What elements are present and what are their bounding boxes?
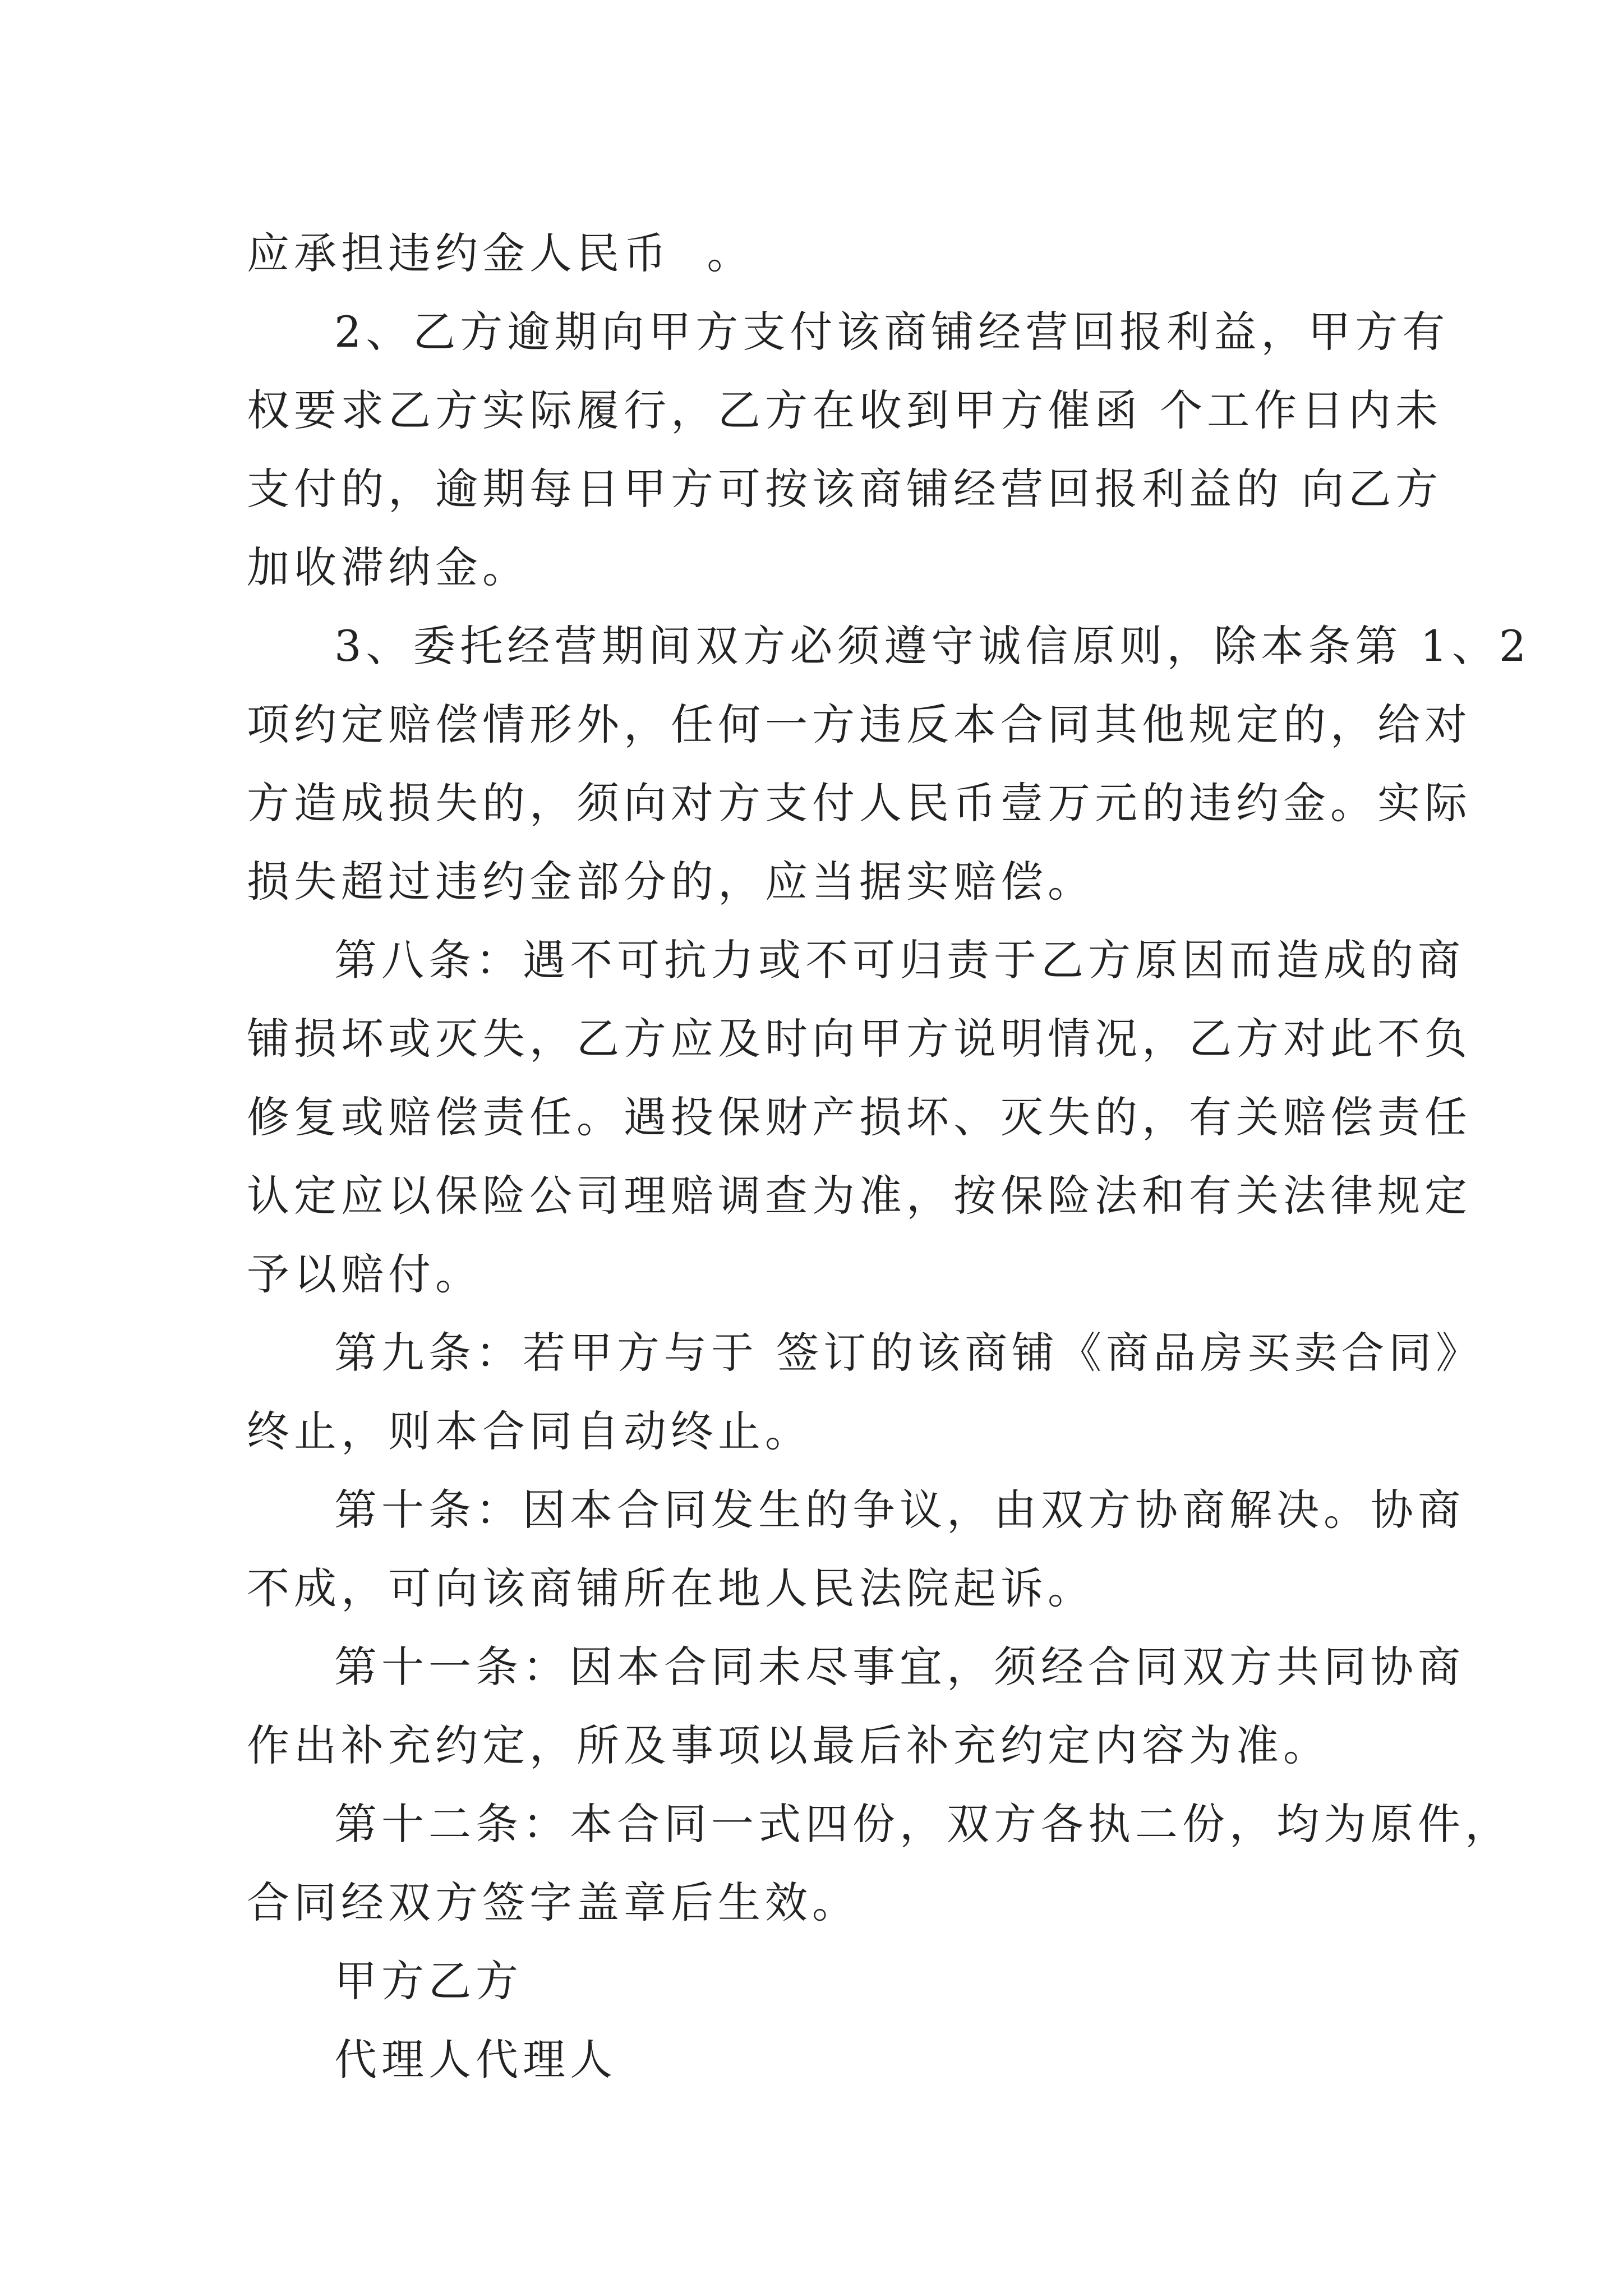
signature-agent-labels: 代理人代理人 xyxy=(334,2035,617,2085)
signature-party-labels: 甲方乙方 xyxy=(334,1956,523,2006)
text-line: 方造成损失的，须向对方支付人民币壹万元的违约金。实际 xyxy=(247,778,1472,828)
text-line: 加收滞纳金。 xyxy=(247,542,529,592)
text-line: 第十一条：因本合同未尽事宜，须经合同双方共同协商 xyxy=(334,1642,1465,1692)
text-line: 铺损坏或灭失，乙方应及时向甲方说明情况，乙方对此不负 xyxy=(247,1014,1472,1064)
text-line: 第十二条：本合同一式四份，双方各执二份，均为原件， xyxy=(334,1799,1512,1849)
text-line: 应承担违约金人民币 。 xyxy=(247,228,754,278)
text-line: 3、委托经营期间双方必须遵守诚信原则，除本条第 1、2 xyxy=(334,621,1531,671)
text-line: 终止，则本合同自动终止。 xyxy=(247,1406,812,1456)
text-line: 2、乙方逾期向甲方支付该商铺经营回报利益，甲方有 xyxy=(334,307,1450,357)
text-line: 不成，可向该商铺所在地人民法院起诉。 xyxy=(247,1563,1095,1613)
text-line: 修复或赔偿责任。遇投保财产损坏、灭失的，有关赔偿责任 xyxy=(247,1092,1472,1142)
text-line: 认定应以保险公司理赔调查为准，按保险法和有关法律规定 xyxy=(247,1171,1472,1221)
text-line: 合同经双方签字盖章后生效。 xyxy=(247,1878,859,1927)
text-line: 第九条：若甲方与于 签订的该商铺《商品房买卖合同》 xyxy=(334,1328,1483,1378)
text-line: 作出补充约定，所及事项以最后补充约定内容为准。 xyxy=(247,1720,1330,1770)
text-line: 第十条：因本合同发生的争议，由双方协商解决。协商 xyxy=(334,1485,1465,1535)
text-line: 予以赔付。 xyxy=(247,1249,482,1299)
text-line: 项约定赔偿情形外，任何一方违反本合同其他规定的，给对 xyxy=(247,700,1472,749)
text-line: 损失超过违约金部分的，应当据实赔偿。 xyxy=(247,857,1095,907)
text-line: 第八条：遇不可抗力或不可归责于乙方原因而造成的商 xyxy=(334,935,1465,985)
text-line: 权要求乙方实际履行，乙方在收到甲方催函 个工作日内未 xyxy=(247,385,1443,435)
document-body xyxy=(247,214,1531,2099)
text-line: 支付的，逾期每日甲方可按该商铺经营回报利益的 向乙方 xyxy=(247,464,1443,514)
